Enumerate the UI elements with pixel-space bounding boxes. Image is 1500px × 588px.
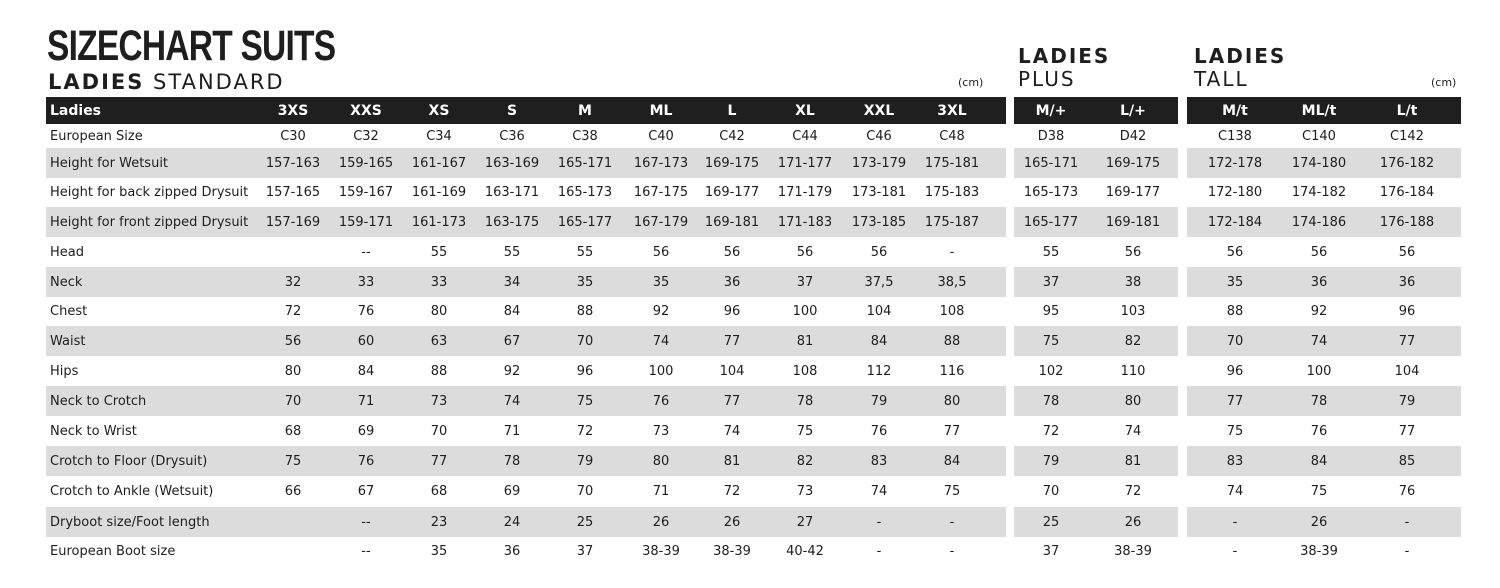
table-cell: 75 [1310,484,1328,499]
table-cell: 157-165 [265,185,321,200]
table-cell: 108 [939,304,965,319]
table-cell: C142 [1390,128,1424,144]
plus-heading-line2: PLUS [1018,67,1076,91]
table-cell: 40-42 [786,543,824,559]
table-cell: - [876,543,882,559]
table-cell: 35 [652,274,670,290]
table-cell: 74 [1310,333,1328,349]
table-cell: 80 [430,304,448,319]
table-cell: 102 [1038,363,1064,379]
table-cell: 25 [1042,514,1060,530]
table-cell: 82 [796,453,814,469]
table-cell: 76 [357,304,375,319]
tall-heading-line1: LADIES [1194,44,1287,68]
table-cell: 172-180 [1207,185,1263,200]
unit-label-standard: (cm) [958,76,984,89]
table-cell: 32 [284,274,302,290]
table-cell: 176-188 [1379,214,1435,230]
table-cell: 100 [1306,363,1332,379]
table-cell: 172-184 [1207,214,1263,230]
table-cell: 108 [792,363,818,379]
header-size-cell: XS [428,102,450,119]
table-cell: 92 [652,304,670,319]
table-cell: 161-169 [411,185,467,200]
table-cell: 81 [723,453,741,469]
table-cell: 56 [870,244,888,260]
table-cell: C36 [499,128,525,144]
table-cell: 56 [1310,244,1328,260]
table-cell: 69 [503,484,521,499]
table-cell: 38-39 [1300,543,1338,559]
table-row [0,476,1500,507]
table-cell: 96 [1398,304,1416,319]
table-cell: 103 [1120,304,1146,319]
table-cell: 78 [503,453,521,469]
header-size-cell: L [727,102,737,119]
unit-label-tall: (cm) [1431,76,1457,89]
table-cell: 77 [943,423,961,439]
table-cell: 56 [652,244,670,260]
table-cell [257,237,330,267]
table-cell: C46 [866,128,892,144]
table-cell: 55 [1042,244,1060,260]
table-cell: 74 [503,393,521,409]
table-cell: 84 [943,453,961,469]
table-cell: C42 [719,128,745,144]
header-size-cell: XL [795,102,815,119]
table-cell: 71 [652,484,670,499]
table-cell: 79 [870,393,888,409]
header-size-cell: S [506,102,518,119]
table-cell: 56 [1124,244,1142,260]
table-row [0,178,1500,207]
table-cell: 23 [430,514,448,530]
table-row [0,416,1500,446]
row-label-cell: Neck [50,274,83,290]
table-cell: - [1232,543,1238,559]
table-cell: 176-182 [1379,155,1435,171]
table-cell: 71 [503,423,521,439]
table-cell: - [949,514,955,530]
table-cell: 79 [1398,393,1416,409]
table-cell: 35 [576,274,594,290]
table-cell: 35 [1226,274,1244,290]
table-cell: 77 [430,453,448,469]
table-cell: 80 [1124,393,1142,409]
table-cell: 167-179 [633,214,689,230]
table-cell: 38 [1124,274,1142,290]
table-cell: 171-183 [777,214,833,230]
table-cell: 80 [943,393,961,409]
header-size-cell: XXL [863,102,895,119]
table-cell: 55 [430,244,448,260]
table-cell: 70 [284,393,302,409]
table-cell: 77 [1398,333,1416,349]
table-cell: 36 [723,274,741,290]
table-cell: 96 [1226,363,1244,379]
row-label-cell: Height for back zipped Drysuit [50,185,249,200]
table-cell: 100 [648,363,674,379]
table-cell: 165-177 [557,214,613,230]
table-cell: 75 [1226,423,1244,439]
header-size-cell: L/+ [1120,102,1146,119]
table-cell: 165-173 [1023,185,1079,200]
table-cell: 78 [1310,393,1328,409]
table-cell: C32 [353,128,379,144]
header-size-cell: L/t [1396,102,1418,119]
table-row [0,507,1500,537]
table-cell: 70 [1226,333,1244,349]
row-label-cell: Waist [50,333,86,349]
table-cell: 81 [796,333,814,349]
table-cell: 36 [1398,274,1416,290]
table-cell: 116 [939,363,965,379]
table-cell: 77 [1398,423,1416,439]
table-cell: 175-187 [924,214,980,230]
table-cell [257,507,330,537]
row-label-cell: Height for Wetsuit [50,155,169,171]
table-cell: 88 [943,333,961,349]
table-cell: C138 [1218,128,1252,144]
table-cell: 84 [503,304,521,319]
table-cell: 169-181 [704,214,760,230]
header-size-cell: XXS [350,102,382,119]
table-cell: 100 [792,304,818,319]
table-cell: - [1404,543,1410,559]
row-label-cell: Hips [50,363,79,379]
plus-heading-line1: LADIES [1018,44,1111,68]
table-cell: 76 [1310,423,1328,439]
table-cell: 159-165 [338,155,394,171]
table-cell: 163-175 [484,214,540,230]
section-title-plus [1018,45,1110,91]
table-cell: 66 [284,484,302,499]
table-cell: 79 [1042,453,1060,469]
table-cell: C48 [939,128,965,144]
header-size-cell: ML [649,102,673,119]
table-cell: 167-173 [633,155,689,171]
table-cell: 70 [576,484,594,499]
row-label-cell: Crotch to Floor (Drysuit) [50,453,208,469]
table-cell: 56 [796,244,814,260]
table-cell: C38 [572,128,598,144]
table-cell: - [1232,514,1238,530]
row-label-cell: European Boot size [50,543,176,559]
table-cell: 169-177 [704,185,760,200]
table-cell: 159-167 [338,185,394,200]
table-cell: 56 [1398,244,1416,260]
table-cell: 80 [652,453,670,469]
table-cell: 110 [1120,363,1146,379]
table-cell: 74 [1124,423,1142,439]
header-size-cell: M/t [1222,102,1248,119]
table-header-row [0,97,1500,124]
table-cell: 38-39 [1114,543,1152,559]
table-cell: 165-171 [1023,155,1079,171]
table-cell: 60 [357,333,375,349]
table-row [0,446,1500,476]
table-cell: 34 [503,274,521,290]
table-cell: 26 [1310,514,1328,530]
table-cell: C140 [1302,128,1336,144]
table-cell: 172-178 [1207,155,1263,171]
table-cell: 175-183 [924,185,980,200]
table-row [0,326,1500,356]
table-cell: - [949,543,955,559]
table-cell: 165-177 [1023,214,1079,230]
table-cell: -- [361,244,371,260]
table-cell: 67 [357,484,375,499]
table-cell: 96 [723,304,741,319]
table-cell: 80 [284,363,302,379]
table-cell: 55 [576,244,594,260]
table-cell: 157-169 [265,214,321,230]
table-cell: 84 [870,333,888,349]
table-cell: 27 [796,514,814,530]
table-cell: 88 [576,304,594,319]
row-label-cell: Chest [50,304,88,319]
tall-heading-line2: TALL [1194,67,1249,91]
table-cell: 36 [503,543,521,559]
table-cell: 33 [430,274,448,290]
table-cell: 171-177 [777,155,833,171]
table-cell: 82 [1124,333,1142,349]
subtitle-light: STANDARD [153,70,285,94]
section-title-standard [48,70,285,94]
table-cell: 69 [357,423,375,439]
table-cell: 72 [1124,484,1142,499]
table-cell: 76 [357,453,375,469]
header-size-cell: M [578,102,592,119]
table-cell: - [949,244,955,260]
table-row [0,237,1500,267]
table-cell: 74 [723,423,741,439]
table-cell: 73 [430,393,448,409]
table-cell: 165-171 [557,155,613,171]
row-label-cell: Height for front zipped Drysuit [50,214,249,230]
row-label-cell: Neck to Wrist [50,423,137,439]
table-cell: 173-179 [851,155,907,171]
table-cell: C34 [426,128,452,144]
table-cell: 38-39 [642,543,680,559]
table-cell: D38 [1037,128,1065,144]
table-cell: 72 [723,484,741,499]
table-row [0,124,1500,148]
table-cell: 78 [1042,393,1060,409]
table-cell: 163-171 [484,185,540,200]
table-cell: 112 [866,363,892,379]
table-cell: 78 [796,393,814,409]
table-cell: 92 [503,363,521,379]
table-cell: 76 [1398,484,1416,499]
table-cell: C40 [648,128,674,144]
table-cell: 37,5 [864,274,894,290]
table-cell: 26 [1124,514,1142,530]
table-cell: 173-185 [851,214,907,230]
table-cell: -- [361,514,371,530]
table-cell: 75 [284,453,302,469]
row-label-cell: European Size [50,128,143,144]
table-cell: 33 [357,274,375,290]
table-cell: 174-186 [1291,214,1347,230]
table-row [0,297,1500,326]
table-row [0,537,1500,565]
table-cell: 75 [576,393,594,409]
table-cell: 167-175 [633,185,689,200]
table-cell: C30 [280,128,306,144]
table-cell: 68 [430,484,448,499]
table-cell: 74 [652,333,670,349]
table-cell: 173-181 [851,185,907,200]
subtitle-bold: LADIES [48,70,145,94]
table-cell: 163-169 [484,155,540,171]
table-cell: 67 [503,333,521,349]
table-cell: 81 [1124,453,1142,469]
table-cell: 161-167 [411,155,467,171]
table-cell: 72 [576,423,594,439]
row-label-cell: Neck to Crotch [50,393,147,409]
page-title: SIZECHART SUITS [47,22,336,70]
table-cell: 56 [723,244,741,260]
table-cell: 171-179 [777,185,833,200]
table-cell: 37 [1042,274,1060,290]
table-cell: 38,5 [937,274,967,290]
header-size-cell: 3XS [277,102,309,119]
table-cell: 25 [576,514,594,530]
table-cell: 104 [1394,363,1420,379]
table-cell: 157-163 [265,155,321,171]
table-cell: 73 [796,484,814,499]
table-cell: 70 [1042,484,1060,499]
table-cell: 165-173 [557,185,613,200]
table-cell: 96 [576,363,594,379]
table-cell: 74 [870,484,888,499]
table-cell: 176-184 [1379,185,1435,200]
table-cell: 169-175 [704,155,760,171]
table-row [0,148,1500,178]
table-cell: 84 [1310,453,1328,469]
table-cell: 55 [503,244,521,260]
table-cell: 74 [1226,484,1244,499]
table-cell: 161-173 [411,214,467,230]
row-label-cell: Dryboot size/Foot length [50,514,210,530]
table-cell: 37 [1042,543,1060,559]
table-cell: 71 [357,393,375,409]
table-cell: 68 [284,423,302,439]
table-cell: 104 [866,304,892,319]
table-row [0,207,1500,237]
table-row [0,267,1500,297]
table-cell: 70 [430,423,448,439]
table-cell: 83 [870,453,888,469]
table-cell: 77 [723,333,741,349]
table-cell: 77 [723,393,741,409]
table-cell: 56 [284,333,302,349]
table-cell: 26 [652,514,670,530]
table-cell: 75 [943,484,961,499]
table-cell: - [1404,514,1410,530]
table-cell: 24 [503,514,521,530]
table-cell: -- [361,543,371,559]
table-cell: 79 [576,453,594,469]
table-cell: 169-181 [1105,214,1161,230]
table-cell: 76 [870,423,888,439]
table-cell: 85 [1398,453,1416,469]
table-cell: 174-180 [1291,155,1347,171]
table-cell: C44 [792,128,818,144]
header-size-cell: 3XL [937,102,967,119]
table-cell: 36 [1310,274,1328,290]
table-cell: 88 [430,363,448,379]
table-cell: 35 [430,543,448,559]
table-cell: 84 [357,363,375,379]
table-cell: 75 [1042,333,1060,349]
header-size-cell: M/+ [1035,102,1067,119]
table-cell: 95 [1042,304,1060,319]
table-cell: 77 [1226,393,1244,409]
table-cell: 104 [719,363,745,379]
table-row [0,356,1500,386]
table-cell: 169-175 [1105,155,1161,171]
table-cell: 38-39 [713,543,751,559]
table-cell: 159-171 [338,214,394,230]
table-cell: 37 [576,543,594,559]
table-cell: 56 [1226,244,1244,260]
table-cell: 169-177 [1105,185,1161,200]
section-title-tall [1194,45,1286,91]
table-cell: 76 [652,393,670,409]
table-cell: 70 [576,333,594,349]
row-label-cell: Crotch to Ankle (Wetsuit) [50,484,214,499]
table-cell: 175-181 [924,155,980,171]
table-cell: 92 [1310,304,1328,319]
table-cell: 75 [796,423,814,439]
table-cell: - [876,514,882,530]
header-size-cell: ML/t [1301,102,1337,119]
table-cell: 174-182 [1291,185,1347,200]
row-label-cell: Head [50,244,84,260]
header-label-cell: Ladies [50,102,102,119]
table-row [0,386,1500,416]
table-cell: 88 [1226,304,1244,319]
table-cell: 72 [1042,423,1060,439]
table-cell: 72 [284,304,302,319]
table-cell: 63 [430,333,448,349]
table-cell: 37 [796,274,814,290]
table-cell: 83 [1226,453,1244,469]
table-cell: D42 [1119,128,1147,144]
table-cell [257,537,330,565]
table-cell: 73 [652,423,670,439]
table-cell: 26 [723,514,741,530]
